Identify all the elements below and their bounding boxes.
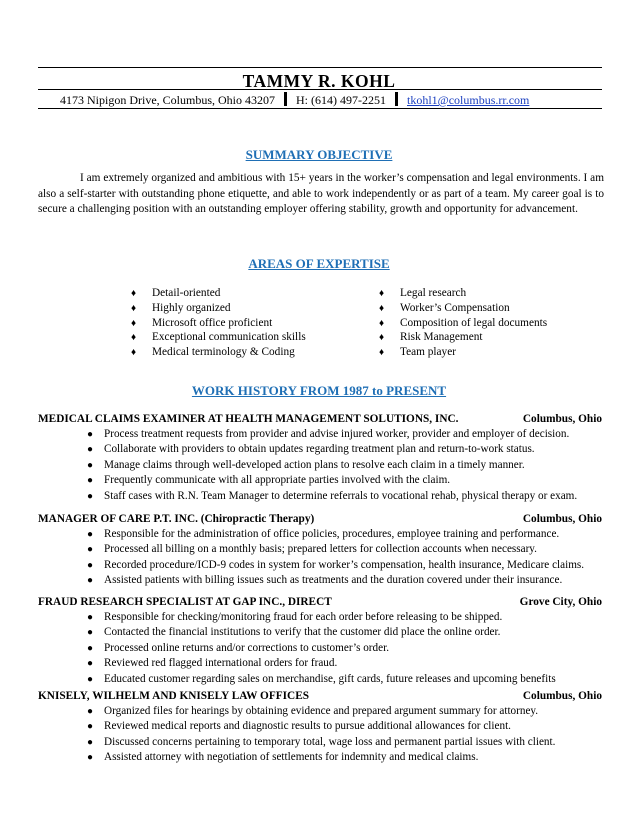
expertise-item bbox=[131, 286, 306, 301]
disc-bullet-icon: ● bbox=[87, 642, 94, 654]
duty-item bbox=[87, 473, 607, 488]
expertise-label: Highly organized bbox=[152, 301, 231, 314]
job-duties bbox=[87, 704, 607, 766]
summary-text: I am extremely organized and ambitious with 15+ years in the worker’s compensation and legal environments. I am also a self-starter with outstanding phone etiquette, and able to work independently or as part of a team. My career goal is to secure a challenging position with an outstanding employer offering stability, growth and opportunity for advancement. bbox=[38, 172, 604, 215]
duty-item bbox=[87, 573, 607, 588]
duty-item bbox=[87, 625, 607, 640]
expertise-label: Medical terminology & Coding bbox=[152, 346, 295, 359]
contact-separator bbox=[395, 92, 398, 106]
duty-text: Responsible for checking/monitoring fraud for each order before releasing to be shipped. bbox=[104, 611, 503, 623]
disc-bullet-icon: ● bbox=[87, 575, 94, 587]
job-employer: MANAGER OF CARE P.T. INC. (Chiropractic Therapy) bbox=[38, 513, 315, 525]
job-heading bbox=[38, 689, 602, 703]
duty-text: Discussed concerns pertaining to temporary total, wage loss and permanent partial issues with client. bbox=[104, 735, 556, 748]
expertise-item bbox=[131, 316, 306, 331]
summary-title: SUMMARY OBJECTIVE bbox=[245, 147, 393, 162]
job-duties bbox=[87, 610, 607, 687]
expertise-list-left bbox=[131, 286, 306, 360]
disc-bullet-icon: ● bbox=[87, 612, 94, 623]
expertise-item bbox=[131, 301, 306, 316]
duty-item bbox=[87, 719, 607, 734]
contact-rule bbox=[38, 108, 602, 109]
disc-bullet-icon: ● bbox=[87, 627, 94, 639]
diamond-bullet-icon: ♦ bbox=[131, 332, 137, 344]
disc-bullet-icon: ● bbox=[87, 559, 94, 571]
job-employer: MEDICAL CLAIMS EXAMINER AT HEALTH MANAGEMENT SOLUTIONS, INC. bbox=[38, 413, 459, 425]
disc-bullet-icon: ● bbox=[87, 444, 94, 456]
expertise-label: Legal research bbox=[400, 287, 467, 299]
duty-text: Responsible for the administration of office policies, procedures, employee training and performance. bbox=[104, 528, 560, 540]
expertise-label: Risk Management bbox=[400, 331, 483, 344]
phone: H: (614) 497-2251 bbox=[296, 93, 386, 107]
disc-bullet-icon: ● bbox=[87, 544, 94, 556]
duty-item bbox=[87, 704, 607, 719]
job-heading bbox=[38, 512, 602, 526]
diamond-bullet-icon: ♦ bbox=[131, 317, 137, 329]
diamond-bullet-icon: ♦ bbox=[131, 288, 137, 299]
duty-item bbox=[87, 527, 607, 542]
duty-text: Process treatment requests from provider and advise injured worker, provider and employer of decision. bbox=[104, 428, 570, 440]
duty-text: Reviewed red flagged international orders for fraud. bbox=[104, 657, 338, 670]
expertise-label: Worker’s Compensation bbox=[400, 301, 510, 314]
expertise-label: Team player bbox=[400, 346, 456, 359]
address: 4173 Nipigon Drive, Columbus, Ohio 43207 bbox=[60, 93, 275, 107]
disc-bullet-icon: ● bbox=[87, 429, 94, 440]
work-history-title: WORK HISTORY FROM 1987 to PRESENT bbox=[191, 383, 447, 398]
expertise-label: Detail-oriented bbox=[152, 287, 221, 299]
diamond-bullet-icon: ♦ bbox=[131, 302, 137, 314]
expertise-item bbox=[379, 301, 547, 316]
expertise-item bbox=[379, 286, 547, 301]
candidate-name: TAMMY R. KOHL bbox=[242, 71, 396, 91]
duty-text: Educated customer regarding sales on merchandise, gift cards, future releases and upcoming benefits bbox=[104, 672, 556, 685]
name-rule bbox=[38, 89, 602, 90]
email-link[interactable]: tkohl1@columbus.rr.com bbox=[407, 93, 530, 107]
diamond-bullet-icon: ♦ bbox=[379, 288, 385, 299]
disc-bullet-icon: ● bbox=[87, 736, 94, 748]
job-employer: KNISELY, WILHELM AND KNISELY LAW OFFICES bbox=[38, 690, 310, 702]
duty-text: Manage claims through well-developed action plans to resolve each claim in a timely manner. bbox=[104, 458, 525, 471]
disc-bullet-icon: ● bbox=[87, 658, 94, 670]
job-duties bbox=[87, 427, 607, 504]
job-location: Columbus, Ohio bbox=[522, 513, 602, 525]
job-location: Columbus, Ohio bbox=[522, 690, 602, 702]
expertise-item bbox=[131, 345, 306, 360]
duty-text: Collaborate with providers to obtain updates regarding treatment plan and return-to-work status. bbox=[104, 443, 535, 456]
duty-item bbox=[87, 489, 607, 504]
expertise-label: Microsoft office proficient bbox=[152, 316, 273, 329]
duty-text: Contacted the financial institutions to verify that the customer did place the online order. bbox=[104, 626, 501, 639]
job-heading bbox=[38, 412, 602, 426]
duty-text: Processed online returns and/or corrections to customer’s order. bbox=[104, 641, 389, 654]
duty-text: Assisted patients with billing issues such as treatments and the duration covered under their insurance. bbox=[104, 574, 563, 587]
disc-bullet-icon: ● bbox=[87, 529, 94, 540]
diamond-bullet-icon: ♦ bbox=[131, 347, 137, 359]
expertise-label: Exceptional communication skills bbox=[152, 331, 306, 344]
duty-item bbox=[87, 558, 607, 573]
diamond-bullet-icon: ♦ bbox=[379, 317, 385, 329]
expertise-item bbox=[379, 316, 547, 331]
expertise-label: Composition of legal documents bbox=[400, 316, 548, 329]
expertise-item bbox=[131, 330, 306, 345]
contact-line bbox=[60, 92, 580, 108]
duty-text: Assisted attorney with negotiation of settlements for indemnity and medical claims. bbox=[104, 751, 479, 764]
duty-item bbox=[87, 442, 607, 457]
duty-item bbox=[87, 641, 607, 656]
disc-bullet-icon: ● bbox=[87, 673, 94, 685]
disc-bullet-icon: ● bbox=[87, 752, 94, 764]
job-location: Grove City, Ohio bbox=[519, 596, 602, 608]
duty-item bbox=[87, 458, 607, 473]
expertise-title: AREAS OF EXPERTISE bbox=[248, 256, 390, 271]
expertise-item bbox=[379, 330, 547, 345]
job-duties bbox=[87, 527, 607, 589]
duty-item bbox=[87, 542, 607, 557]
job-heading bbox=[38, 595, 602, 609]
disc-bullet-icon: ● bbox=[87, 490, 94, 502]
duty-item bbox=[87, 427, 607, 442]
disc-bullet-icon: ● bbox=[87, 459, 94, 471]
duty-text: Recorded procedure/ICD-9 codes in system for worker’s compensation, health insurance, Medicare claims. bbox=[104, 558, 585, 571]
disc-bullet-icon: ● bbox=[87, 721, 94, 733]
job-employer: FRAUD RESEARCH SPECIALIST AT GAP INC., DIRECT bbox=[38, 596, 332, 608]
duty-item bbox=[87, 656, 607, 671]
duty-text: Processed all billing on a monthly basis; prepared letters for collection accounts when necessary. bbox=[104, 543, 537, 556]
diamond-bullet-icon: ♦ bbox=[379, 347, 385, 359]
duty-item bbox=[87, 750, 607, 765]
duty-text: Organized files for hearings by obtaining evidence and prepared argument summary for attorney. bbox=[104, 705, 539, 717]
expertise-item bbox=[379, 345, 547, 360]
diamond-bullet-icon: ♦ bbox=[379, 302, 385, 314]
duty-item bbox=[87, 735, 607, 750]
duty-text: Reviewed medical reports and diagnostic results to pursue additional allowances for client. bbox=[104, 720, 511, 733]
duty-item bbox=[87, 610, 607, 625]
duty-text: Frequently communicate with all appropriate parties involved with the claim. bbox=[104, 474, 451, 487]
top-rule bbox=[38, 67, 602, 68]
duty-item bbox=[87, 672, 607, 687]
diamond-bullet-icon: ♦ bbox=[379, 332, 385, 344]
expertise-list-right bbox=[379, 286, 547, 360]
disc-bullet-icon: ● bbox=[87, 706, 94, 717]
duty-text: Staff cases with R.N. Team Manager to determine referrals to vocational rehab, physical therapy or exam. bbox=[104, 489, 578, 502]
contact-separator bbox=[284, 92, 287, 106]
job-location: Columbus, Ohio bbox=[522, 413, 602, 425]
disc-bullet-icon: ● bbox=[87, 475, 94, 487]
